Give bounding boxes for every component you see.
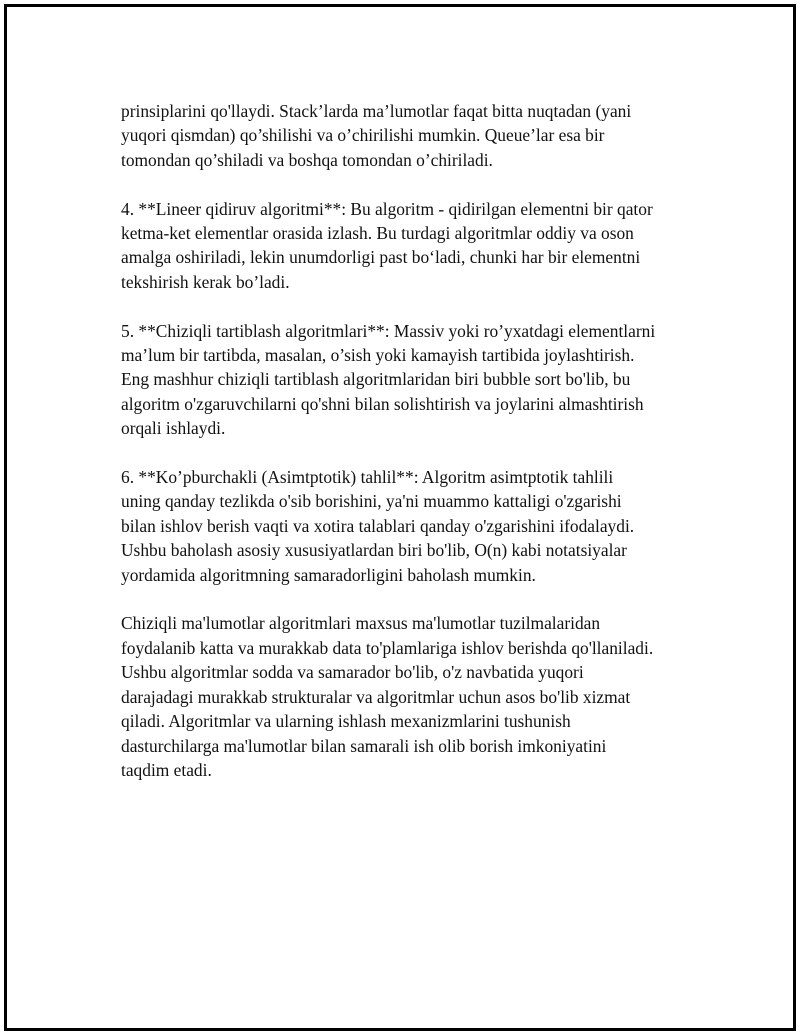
text-line: Eng mashhur chiziqli tartiblash algoritmlaridan biri bubble sort bo'lib, bu <box>121 369 631 390</box>
document-page <box>4 4 796 1031</box>
text-line: 6. **Ko’pburchakli (Asimtptotik) tahlil**: Algoritm asimtptotik tahlili <box>121 467 614 488</box>
text-line: ma’lum bir tartibda, masalan, o’sish yoki kamayish tartibida joylashtirish. <box>121 345 635 366</box>
document-body <box>121 99 721 807</box>
text-line: tekshirish kerak bo’ladi. <box>121 271 290 292</box>
text-line: qiladi. Algoritmlar va ularning ishlash mexanizmlarini tushunish <box>121 711 571 732</box>
paragraph-asymptotic-analysis <box>121 465 721 587</box>
text-line: 4. **Lineer qidiruv algoritmi**: Bu algoritm - qidirilgan elementni bir qator <box>121 198 653 219</box>
text-line: uning qanday tezlikda o'sib borishini, ya'ni muammo kattaligi o'zgarishi <box>121 491 622 512</box>
paragraph-stack-queue <box>121 99 721 172</box>
text-line: tomondan qo’shiladi va boshqa tomondan o’chiriladi. <box>121 149 493 170</box>
text-line: taqdim etadi. <box>121 759 212 780</box>
text-line: Ushbu algoritmlar sodda va samarador bo'lib, o'z navbatida yuqori <box>121 662 584 683</box>
text-line: darajadagi murakkab strukturalar va algoritmlar uchun asos bo'lib xizmat <box>121 686 631 707</box>
text-line: algoritm o'zgaruvchilarni qo'shni bilan solishtirish va joylarini almashtirish <box>121 393 644 414</box>
text-line: foydalanib katta va murakkab data to'plamlariga ishlov berishda qo'llaniladi. <box>121 637 654 658</box>
text-line: dasturchilarga ma'lumotlar bilan samarali ish olib borish imkoniyatini <box>121 735 607 756</box>
paragraph-linear-sorting <box>121 319 721 441</box>
paragraph-linear-search <box>121 197 721 295</box>
text-line: ketma-ket elementlar orasida izlash. Bu turdagi algoritmlar oddiy va oson <box>121 223 634 244</box>
paragraph-conclusion <box>121 611 721 782</box>
text-line: amalga oshiriladi, lekin unumdorligi past bo‘ladi, chunki har bir elementni <box>121 247 641 268</box>
text-line: yuqori qismdan) qo’shilishi va o’chirilishi mumkin. Queue’lar esa bir <box>121 125 605 146</box>
text-line: Ushbu baholash asosiy xususiyatlardan biri bo'lib, O(n) kabi notatsiyalar <box>121 540 627 561</box>
text-line: yordamida algoritmning samaradorligini baholash mumkin. <box>121 564 536 585</box>
text-line: prinsiplarini qo'llaydi. Stack’larda ma’lumotlar faqat bitta nuqtadan (yani <box>121 101 632 121</box>
text-line: orqali ishlaydi. <box>121 418 226 439</box>
text-line: 5. **Chiziqli tartiblash algoritmlari**: Massiv yoki ro’yxatdagi elementlarni <box>121 320 656 341</box>
text-line: bilan ishlov berish vaqti va xotira talablari qanday o'zgarishini ifodalaydi. <box>121 515 635 536</box>
text-line: Chiziqli ma'lumotlar algoritmlari maxsus ma'lumotlar tuzilmalaridan <box>121 613 601 634</box>
